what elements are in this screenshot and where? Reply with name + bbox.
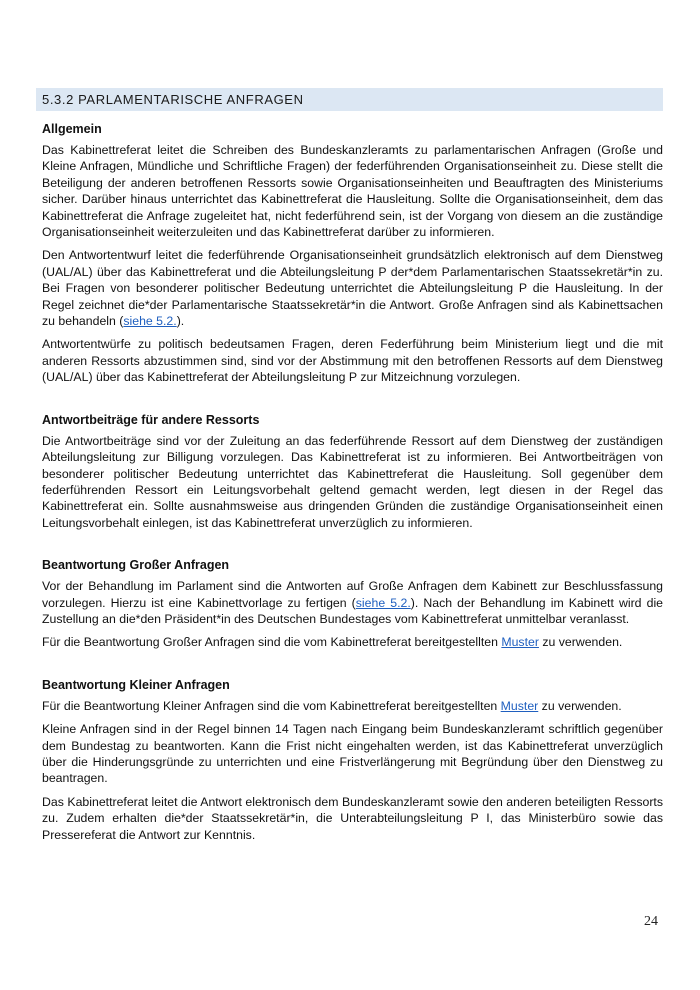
paragraph: Vor der Behandlung im Parlament sind die Antworten auf Große Anfragen dem Kabinett zur Beschlussfassung vorzulegen. Hierzu ist eine Kabinettvorlage zu fertigen (siehe 5.2.). Nach der Behandlung im Kabinett wird die Zustellung an die*den Präsident*in des Deutschen Bundestages vom Kabinettreferat unmittelbar veranlasst. [42, 579, 664, 626]
paragraph: Für die Beantwortung Kleiner Anfragen sind die vom Kabinettreferat bereitgestellten Muster zu verwenden. [42, 698, 622, 713]
paragraph: Kleine Anfragen sind in der Regel binnen 14 Tagen nach Eingang beim Bundeskanzleramt schriftlich gegenüber dem Bundestag zu beantworten. Kann die Frist nicht eingehalten werden, ist das Kabinettreferat unverzüglich über die Hinderungsgründe zu unterrichten und eine Fristverlängerung mit Begründung über den Dienstweg zu beantragen. [42, 722, 663, 786]
document-page [42, 88, 663, 850]
paragraph: Das Kabinettreferat leitet die Schreiben des Bundeskanzleramts zu parlamentarischen Anfragen (Große und Kleine Anfragen, Mündliche und Schriftliche Fragen) der federführenden Organisationseinheit zu. Diese stellt die Beteiligung der anderen betroffenen Ressorts sowie Organisationseinheiten und Beauftragten des Ministeriums sicher. Darüber hinaus unterrichtet das Kabinettreferat die Hausleitung. Sollte die Organisationseinheit, dem das Kabinettreferat die Anfrage zugeleitet hat, nicht federführend sein, ist der Vorgang von diesem an die zuständige Organisationseinheit weiterzuleiten und das Kabinettreferat darüber zu informieren. [42, 143, 663, 240]
heading-antwortbeitraege: Antwortbeiträge für andere Ressorts [42, 412, 260, 427]
link-siehe-5-2[interactable]: siehe 5.2. [123, 314, 177, 329]
link-siehe-5-2[interactable]: siehe 5.2. [355, 595, 411, 610]
paragraph: Den Antwortentwurf leitet die federführende Organisationseinheit grundsätzlich elektronisch auf dem Dienstweg (UAL/AL) über das Kabinettreferat und die Abteilungsleitung P der*dem Parlamentarischen Staatssekretär*in zu. Bei Fragen von besonderer politischer Bedeutung unterrichtet die Abteilungsleitung P die Hausleitung. In der Regel zeichnet die*der Parlamentarische Staatssekretär*in die Antwort. Große Anfragen sind als Kabinettsachen zu behandeln (siehe 5.2.). [42, 248, 663, 329]
heading-kleine-anfragen: Beantwortung Kleiner Anfragen [42, 677, 230, 692]
heading-grosse-anfragen: Beantwortung Großer Anfragen [42, 558, 230, 573]
heading-allgemein: Allgemein [42, 122, 102, 136]
link-muster[interactable]: Muster [500, 698, 539, 713]
paragraph: Das Kabinettreferat leitet die Antwort elektronisch dem Bundeskanzleramt sowie den anderen beteiligten Ressorts zu. Zudem erhalten die*der Staatssekretär*in, die Unterabteilungsleitung P I, das Ministerbüro sowie das Pressereferat die Antwort zur Kenntnis. [42, 794, 663, 842]
link-muster[interactable]: Muster [501, 635, 539, 650]
paragraph: Antwortentwürfe zu politisch bedeutsamen Fragen, deren Federführung beim Ministerium liegt und die mit anderen Ressorts abzustimmen sind, sind vor der Abstimmung mit den betroffenen Ressorts auf dem Dienstweg (UAL/AL) über das Kabinettreferat der Abteilungsleitung P zur Mitzeichnung vorzulegen. [42, 337, 663, 385]
paragraph: Die Antwortbeiträge sind vor der Zuleitung an das federführende Ressort auf dem Dienstweg der zuständigen Abteilungsleitung zur Billigung vorzulegen. Das Kabinettreferat ist zu informieren. Bei Antwortbeiträgen von besonderer politischer Bedeutung unterrichtet das Kabinettreferat die Hausleitung. Soll gegenüber dem federführenden Ressort ein Leitungsvorbehalt geltend gemacht werden, legt diesen in der Regel das Kabinettreferat ein. Sollte ausnahmsweise aus dringenden Gründen die zuständige Organisationseinheit einen Leitungsvorbehalt einlegen, ist das Kabinettreferat unverzüglich zu informieren. [42, 433, 663, 530]
paragraph: Für die Beantwortung Großer Anfragen sind die vom Kabinettreferat bereitgestellten Muster zu verwenden. [42, 635, 623, 650]
section-heading: 5.3.2 PARLAMENTARISCHE ANFRAGEN [36, 88, 663, 111]
page-number: 24 [644, 914, 658, 929]
